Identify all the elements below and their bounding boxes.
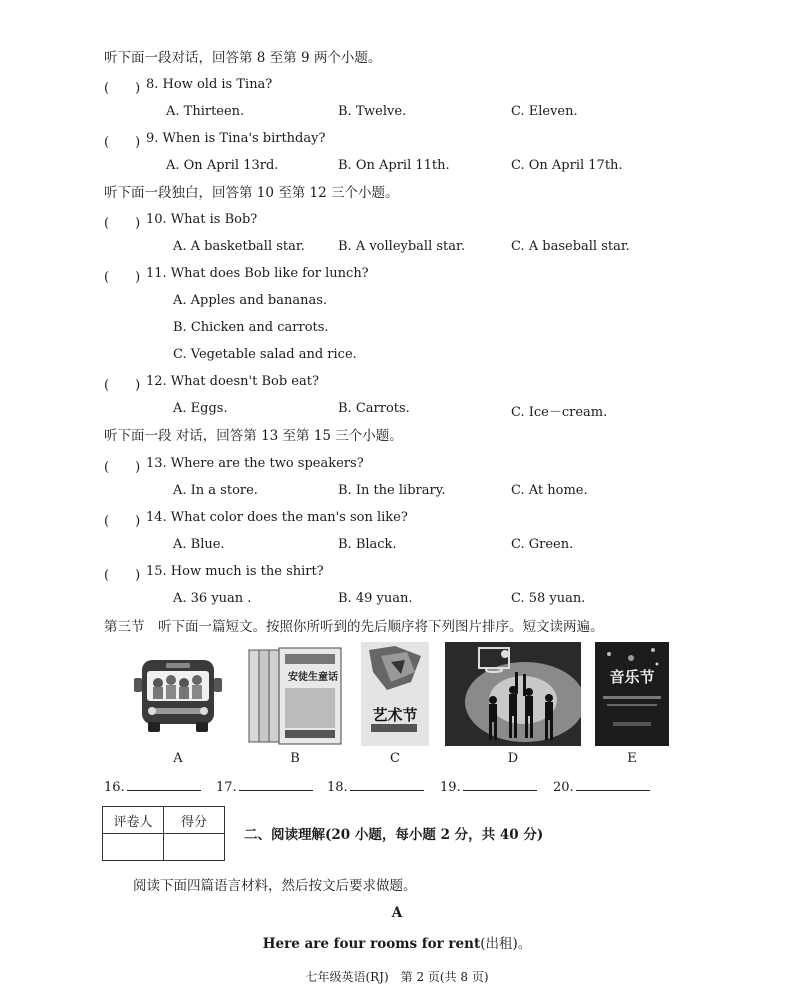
answer-blank-20[interactable] — [553, 778, 650, 795]
section-heading-1: 听下面一段对话，回答第 8 至第 9 两个小题。 — [104, 50, 382, 66]
answer-paren[interactable]: ( ) — [104, 568, 141, 583]
blank-number: 20. — [553, 780, 574, 795]
picture-label-e: E — [627, 751, 637, 766]
q15-option-c: C. 58 yuan. — [511, 591, 586, 606]
answer-paren[interactable]: ( ) — [104, 378, 141, 393]
q12-option-b: B. Carrots. — [338, 401, 410, 416]
passage-title-text: Here are four rooms for rent — [262, 936, 481, 952]
answer-paren[interactable]: ( ) — [104, 81, 141, 96]
passage-title — [0, 932, 794, 952]
answer-blank-18[interactable] — [327, 778, 424, 795]
book-title: 安徒生童话 — [288, 672, 338, 683]
q9-option-b: B. On April 11th. — [338, 158, 450, 173]
question-12: 12. What doesn't Bob eat? — [146, 374, 319, 389]
picture-label-d: D — [507, 751, 519, 766]
question-15: 15. How much is the shirt? — [146, 564, 324, 579]
basketball-picture — [445, 642, 581, 746]
q11-option-c: C. Vegetable salad and rice. — [173, 347, 357, 362]
q11-option-b: B. Chicken and carrots. — [173, 320, 329, 335]
picture-label-b: B — [290, 751, 300, 766]
blank-number: 17. — [216, 780, 237, 795]
question-8: 8. How old is Tina? — [146, 77, 273, 92]
q9-option-a: A. On April 13rd. — [166, 158, 279, 173]
answer-paren[interactable]: ( ) — [104, 270, 141, 285]
part-two-title: 二、阅读理解(20 小题，每小题 2 分，共 40 分) — [244, 827, 544, 843]
score-header: 得分 — [164, 807, 225, 834]
passage-title-note: (出租)。 — [480, 936, 532, 952]
q14-option-b: B. Black. — [338, 537, 397, 552]
answer-paren[interactable]: ( ) — [104, 216, 141, 231]
section-heading-3: 听下面一段 对话，回答第 13 至第 15 三个小题。 — [104, 428, 403, 444]
q8-option-a: A. Thirteen. — [166, 104, 245, 119]
blank-number: 19. — [440, 780, 461, 795]
blank-number: 18. — [327, 780, 348, 795]
answer-paren[interactable]: ( ) — [104, 460, 141, 475]
q13-option-b: B. In the library. — [338, 483, 446, 498]
score-table — [102, 806, 225, 861]
q14-option-c: C. Green. — [511, 537, 574, 552]
picture-label-c: C — [390, 751, 400, 766]
picture-label-a: A — [173, 751, 183, 766]
q13-option-a: A. In a store. — [173, 483, 258, 498]
passage-letter: A — [391, 905, 403, 921]
art-poster-title: 艺术节 — [372, 706, 418, 724]
answer-blank-19[interactable] — [440, 778, 537, 795]
q12-option-c: C. Ice－cream. — [511, 405, 608, 420]
bus-picture — [128, 656, 228, 736]
q8-option-b: B. Twelve. — [338, 104, 407, 119]
section-heading-2: 听下面一段独白，回答第 10 至第 12 三个小题。 — [104, 185, 399, 201]
question-14: 14. What color does the man's son like? — [146, 510, 408, 525]
art-festival-poster — [361, 642, 429, 746]
q14-option-a: A. Blue. — [173, 537, 225, 552]
q15-option-a: A. 36 yuan . — [173, 591, 252, 606]
question-10: 10. What is Bob? — [146, 212, 258, 227]
q12-option-a: A. Eggs. — [173, 401, 228, 416]
q10-option-c: C. A baseball star. — [511, 239, 630, 254]
q15-option-b: B. 49 yuan. — [338, 591, 413, 606]
reviewer-cell[interactable] — [103, 834, 164, 861]
answer-blank-17[interactable] — [216, 778, 313, 795]
question-9: 9. When is Tina's birthday? — [146, 131, 326, 146]
music-festival-poster — [595, 642, 669, 746]
section-heading-4: 第三节 听下面一篇短文。按照你所听到的先后顺序将下列图片排序。短文读两遍。 — [104, 619, 604, 635]
q13-option-c: C. At home. — [511, 483, 588, 498]
q11-option-a: A. Apples and bananas. — [173, 293, 328, 308]
question-13: 13. Where are the two speakers? — [146, 456, 364, 471]
answer-paren[interactable]: ( ) — [104, 514, 141, 529]
answer-paren[interactable]: ( ) — [104, 135, 141, 150]
q10-option-a: A. A basketball star. — [173, 239, 305, 254]
page-footer: 七年级英语(RJ) 第 2 页(共 8 页) — [305, 970, 489, 984]
q10-option-b: B. A volleyball star. — [338, 239, 465, 254]
music-poster-title: 音乐节 — [609, 668, 655, 686]
answer-blank-16[interactable] — [104, 778, 201, 795]
score-cell[interactable] — [164, 834, 225, 861]
reviewer-header: 评卷人 — [103, 807, 164, 834]
blank-number: 16. — [104, 780, 125, 795]
question-11: 11. What does Bob like for lunch? — [146, 266, 369, 281]
q9-option-c: C. On April 17th. — [511, 158, 623, 173]
books-picture — [247, 646, 343, 746]
reading-instruction: 阅读下面四篇语言材料，然后按文后要求做题。 — [133, 878, 417, 894]
q8-option-c: C. Eleven. — [511, 104, 578, 119]
